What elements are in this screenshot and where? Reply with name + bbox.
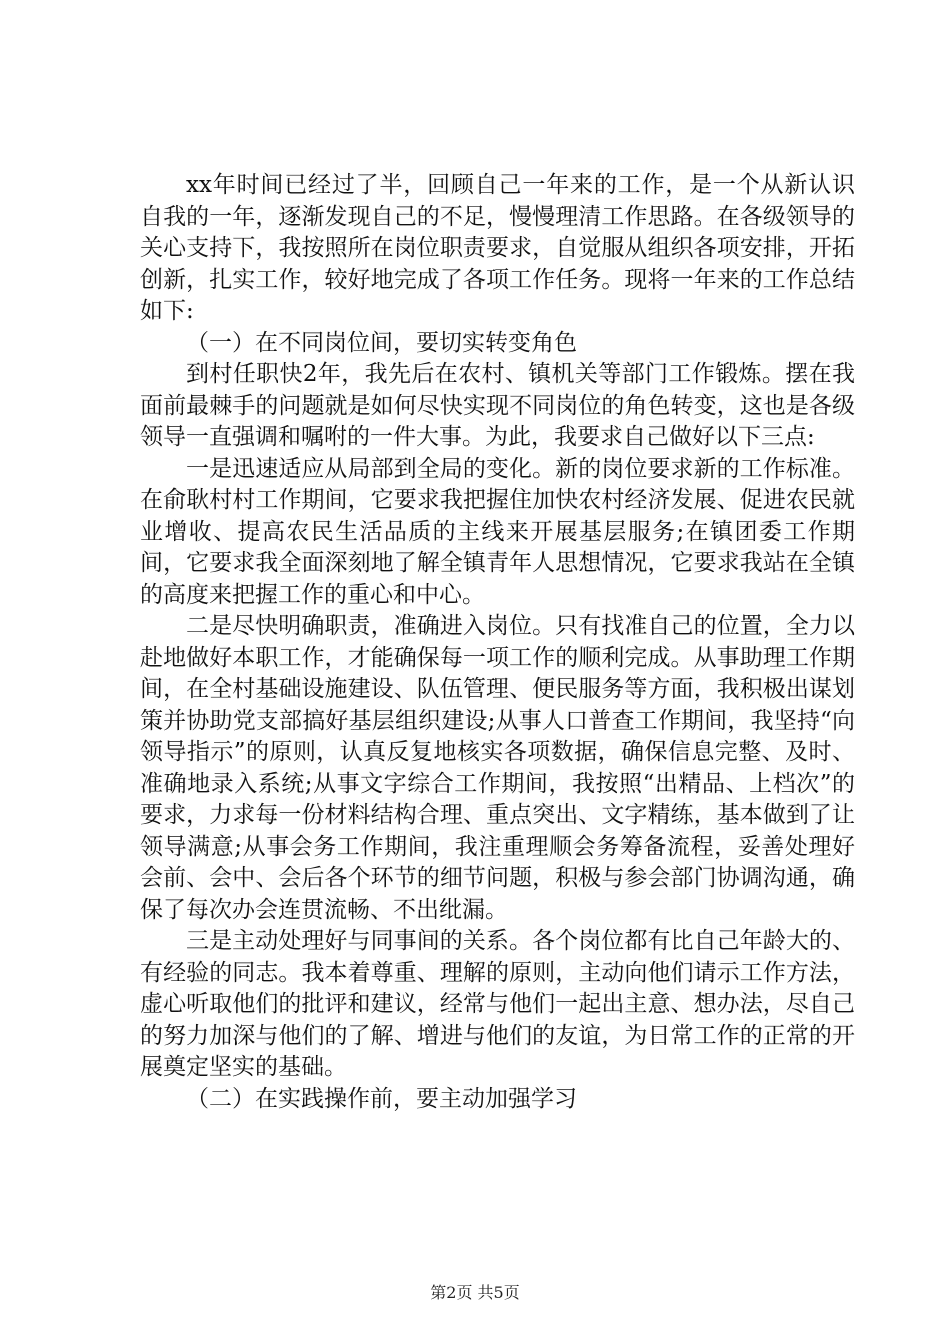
paragraph-point-three: 三是主动处理好与同事间的关系。各个岗位都有比自己年龄大的、有经验的同志。我本着尊重、理解的原则，主动向他们请示工作方法，虚心听取他们的批评和建议，经常与他们一起出主意、想办法，尽自己的努力加深与他们的了解、增进与他们的友谊，为日常工作的正常的开展奠定坚实的基础。 [140,928,855,1080]
section-heading-1: （一）在不同岗位间，要切实转变角色 [186,329,577,356]
page-footer: 第2页 共5页 [430,1283,520,1302]
paragraph-intro: xx年时间已经过了半，回顾自己一年来的工作，是一个从新认识自我的一年，逐渐发现自己的不足，慢慢理清工作思路。在各级领导的关心支持下，我按照所在岗位职责要求，自觉服从组织各项安排，开拓创新，扎实工作，较好地完成了各项工作任务。现将一年来的工作总结如下: [140,172,855,324]
paragraph-point-one: 一是迅速适应从局部到全局的变化。新的岗位要求新的工作标准。在俞耿村村工作期间，它要求我把握住加快农村经济发展、促进农民就业增收、提高农民生活品质的主线来开展基层服务;在镇团委工作期间，它要求我全面深刻地了解全镇青年人思想情况，它要求我站在全镇的高度来把握工作的重心和中心。 [140,455,855,608]
paragraph-point-two: 二是尽快明确职责，准确进入岗位。只有找准自己的位置，全力以赴地做好本职工作，才能确保每一项工作的顺利完成。从事助理工作期间，在全村基础设施建设、队伍管理、便民服务等方面，我积极出谋划策并协助党支部搞好基层组织建设;从事人口普查工作期间，我坚持“向领导指示”的原则，认真反复地核实各项数据，确保信息完整、及时、准确地录入系统;从事文字综合工作期间，我按照“出精品、上档次”的要求，力求每一份材料结构合理、重点突出、文字精练，基本做到了让领导满意;从事会务工作期间，我注重理顺会务筹备流程，妥善处理好会前、会中、会后各个环节的细节问题，积极与参会部门协调沟通，确保了每次办会连贯流畅、不出纰漏。 [140,613,855,923]
section-heading-2: （二）在实践操作前，要主动加强学习 [186,1085,577,1112]
paragraph-role-change: 到村任职快2年，我先后在农村、镇机关等部门工作锻炼。摆在我面前最棘手的问题就是如何尽快实现不同岗位的角色转变，这也是各级领导一直强调和嘱咐的一件大事。为此，我要求自己做好以下三点: [140,361,855,450]
document-body [140,170,855,1115]
